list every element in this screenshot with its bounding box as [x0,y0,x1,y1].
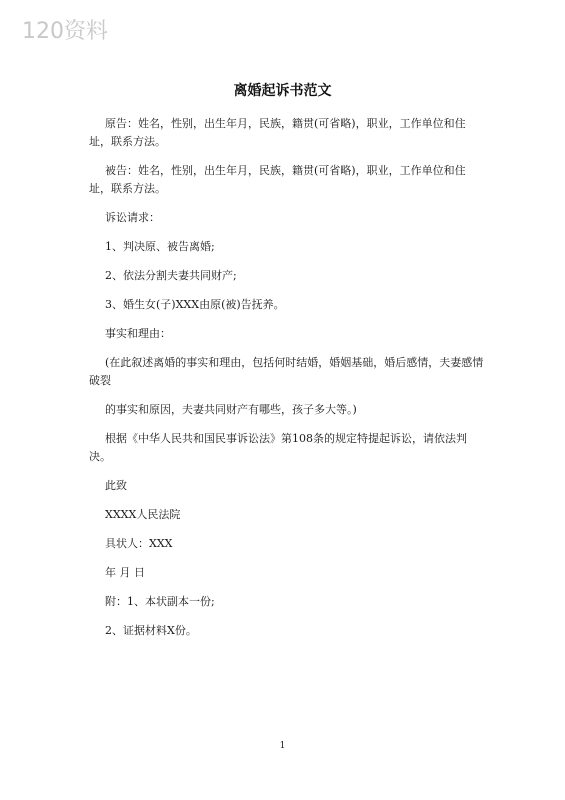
facts-heading: 事实和理由： [105,327,171,340]
page-number: 1 [279,741,286,751]
attachment-item: 2、证据材料X份。 [105,624,197,637]
document-body [89,115,484,651]
claim-item: 3、婚生女(子)XXX由原(被)告抚养。 [105,298,285,311]
document-title: 离婚起诉书范文 [233,83,332,99]
claims-heading: 诉讼请求： [105,211,160,224]
watermark-logo: 120资料 [22,19,108,44]
legal-basis: 根据《中华人民共和国民事诉讼法》第108条的规定特提起诉讼，请依法判决。 [89,432,467,463]
facts-text-continued: 的事实和原因，夫妻共同财产有哪些，孩子多大等。) [105,403,357,416]
date-line: 年 月 日 [105,566,145,579]
facts-text: (在此叙述离婚的事实和理由，包括何时结婚，婚姻基础，婚后感情，夫妻感情破裂 [89,356,484,387]
plaintiff-info: 原告：姓名，性别，出生年月，民族，籍贯(可省略)，职业，工作单位和住址，联系方法。 [89,117,466,148]
claim-item: 2、依法分割夫妻共同财产; [105,269,237,282]
attachment-item: 附：1、本状副本一份; [105,595,215,608]
claim-item: 1、判决原、被告离婚; [105,240,215,253]
petitioner-signature: 具状人：XXX [105,537,173,550]
defendant-info: 被告：姓名，性别，出生年月，民族，籍贯(可省略)，职业，工作单位和住址，联系方法。 [89,164,466,195]
salutation: 此致 [105,479,127,492]
court-name: XXXX人民法院 [105,508,181,521]
